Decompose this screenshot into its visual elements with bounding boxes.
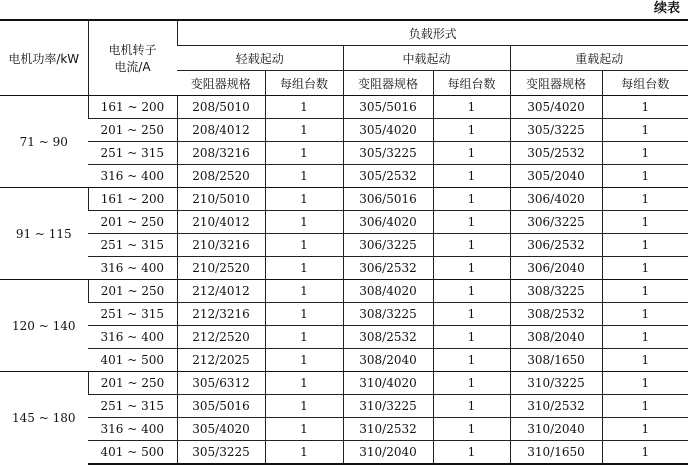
heavy-spec-cell: 305/2532: [510, 142, 602, 165]
current-cell: 201 ~ 250: [88, 280, 177, 303]
heavy-count-cell: 1: [602, 303, 688, 326]
light-spec-cell: 305/5016: [177, 395, 265, 418]
heavy-spec-cell: 305/4020: [510, 96, 602, 119]
heavy-count-cell: 1: [602, 280, 688, 303]
table-row: [0, 372, 688, 395]
medium-spec-cell: 306/3225: [343, 234, 433, 257]
table-row: [0, 395, 688, 418]
heavy-spec-cell: 306/4020: [510, 188, 602, 211]
current-cell: 201 ~ 250: [88, 211, 177, 234]
spec-header: 变阻器规格: [343, 71, 433, 96]
medium-count-cell: 1: [433, 349, 510, 372]
heavy-load-header: 重载起动: [510, 46, 688, 71]
load-form-header: 负载形式: [177, 20, 688, 46]
spec-header: 变阻器规格: [510, 71, 602, 96]
medium-spec-cell: 306/2532: [343, 257, 433, 280]
medium-spec-cell: 308/4020: [343, 280, 433, 303]
medium-count-cell: 1: [433, 418, 510, 441]
light-spec-cell: 208/5010: [177, 96, 265, 119]
medium-count-cell: 1: [433, 372, 510, 395]
medium-spec-cell: 305/2532: [343, 165, 433, 188]
heavy-count-cell: 1: [602, 188, 688, 211]
light-spec-cell: 210/4012: [177, 211, 265, 234]
medium-count-cell: 1: [433, 188, 510, 211]
table-row: [0, 165, 688, 188]
heavy-spec-cell: 305/2040: [510, 165, 602, 188]
light-load-header: 轻载起动: [177, 46, 343, 71]
current-cell: 251 ~ 315: [88, 303, 177, 326]
heavy-count-cell: 1: [602, 326, 688, 349]
table-row: [0, 418, 688, 441]
medium-count-cell: 1: [433, 211, 510, 234]
medium-count-cell: 1: [433, 96, 510, 119]
rotor-current-header: 电机转子 电流/A: [88, 20, 177, 96]
medium-spec-cell: 306/4020: [343, 211, 433, 234]
table-row: [0, 257, 688, 280]
light-spec-cell: 212/3216: [177, 303, 265, 326]
power-range-cell: 145 ~ 180: [0, 372, 88, 465]
current-cell: 251 ~ 315: [88, 234, 177, 257]
heavy-spec-cell: 310/1650: [510, 441, 602, 465]
current-cell: 401 ~ 500: [88, 349, 177, 372]
heavy-spec-cell: 308/1650: [510, 349, 602, 372]
table-row: [0, 234, 688, 257]
light-spec-cell: 210/5010: [177, 188, 265, 211]
heavy-spec-cell: 306/2532: [510, 234, 602, 257]
light-count-cell: 1: [265, 395, 343, 418]
medium-count-cell: 1: [433, 441, 510, 465]
medium-count-cell: 1: [433, 395, 510, 418]
table-row: [0, 280, 688, 303]
heavy-count-cell: 1: [602, 165, 688, 188]
table-row: [0, 441, 688, 465]
current-cell: 316 ~ 400: [88, 165, 177, 188]
current-cell: 316 ~ 400: [88, 418, 177, 441]
medium-spec-cell: 308/2532: [343, 326, 433, 349]
light-count-cell: 1: [265, 418, 343, 441]
light-spec-cell: 208/4012: [177, 119, 265, 142]
light-count-cell: 1: [265, 349, 343, 372]
heavy-count-cell: 1: [602, 441, 688, 465]
table-row: [0, 142, 688, 165]
power-range-cell: 71 ~ 90: [0, 96, 88, 188]
medium-spec-cell: 306/5016: [343, 188, 433, 211]
heavy-count-cell: 1: [602, 257, 688, 280]
table-row: [0, 188, 688, 211]
light-spec-cell: 210/3216: [177, 234, 265, 257]
count-header: 每组台数: [433, 71, 510, 96]
table-row: [0, 211, 688, 234]
light-spec-cell: 210/2520: [177, 257, 265, 280]
medium-spec-cell: 310/2040: [343, 441, 433, 465]
medium-spec-cell: 305/5016: [343, 96, 433, 119]
heavy-spec-cell: 306/2040: [510, 257, 602, 280]
medium-count-cell: 1: [433, 142, 510, 165]
medium-count-cell: 1: [433, 119, 510, 142]
light-spec-cell: 212/4012: [177, 280, 265, 303]
light-count-cell: 1: [265, 188, 343, 211]
heavy-spec-cell: 310/2040: [510, 418, 602, 441]
heavy-spec-cell: 310/3225: [510, 372, 602, 395]
medium-spec-cell: 310/4020: [343, 372, 433, 395]
current-cell: 251 ~ 315: [88, 142, 177, 165]
medium-spec-cell: 308/3225: [343, 303, 433, 326]
current-cell: 401 ~ 500: [88, 441, 177, 465]
heavy-count-cell: 1: [602, 119, 688, 142]
current-cell: 161 ~ 200: [88, 188, 177, 211]
medium-spec-cell: 305/4020: [343, 119, 433, 142]
continued-label: 续表: [653, 1, 680, 16]
heavy-count-cell: 1: [602, 211, 688, 234]
table-row: [0, 119, 688, 142]
medium-count-cell: 1: [433, 257, 510, 280]
table-row: [0, 349, 688, 372]
light-spec-cell: 305/3225: [177, 441, 265, 465]
heavy-spec-cell: 306/3225: [510, 211, 602, 234]
count-header: 每组台数: [265, 71, 343, 96]
count-header: 每组台数: [602, 71, 688, 96]
light-count-cell: 1: [265, 372, 343, 395]
light-count-cell: 1: [265, 96, 343, 119]
medium-count-cell: 1: [433, 234, 510, 257]
light-spec-cell: 208/2520: [177, 165, 265, 188]
light-spec-cell: 212/2520: [177, 326, 265, 349]
current-cell: 201 ~ 250: [88, 372, 177, 395]
light-count-cell: 1: [265, 326, 343, 349]
current-cell: 201 ~ 250: [88, 119, 177, 142]
light-count-cell: 1: [265, 303, 343, 326]
power-header: 电机功率/kW: [0, 20, 88, 96]
current-cell: 316 ~ 400: [88, 326, 177, 349]
heavy-spec-cell: 305/3225: [510, 119, 602, 142]
heavy-count-cell: 1: [602, 96, 688, 119]
heavy-count-cell: 1: [602, 418, 688, 441]
current-cell: 316 ~ 400: [88, 257, 177, 280]
heavy-count-cell: 1: [602, 372, 688, 395]
heavy-spec-cell: 308/3225: [510, 280, 602, 303]
medium-count-cell: 1: [433, 303, 510, 326]
table-row: [0, 96, 688, 119]
light-count-cell: 1: [265, 280, 343, 303]
light-count-cell: 1: [265, 257, 343, 280]
medium-spec-cell: 308/2040: [343, 349, 433, 372]
table-body: [0, 96, 688, 465]
medium-spec-cell: 310/3225: [343, 395, 433, 418]
power-range-cell: 120 ~ 140: [0, 280, 88, 372]
light-spec-cell: 305/6312: [177, 372, 265, 395]
medium-count-cell: 1: [433, 280, 510, 303]
heavy-spec-cell: 308/2040: [510, 326, 602, 349]
medium-count-cell: 1: [433, 326, 510, 349]
light-spec-cell: 305/4020: [177, 418, 265, 441]
light-spec-cell: 208/3216: [177, 142, 265, 165]
heavy-spec-cell: 310/2532: [510, 395, 602, 418]
medium-spec-cell: 305/3225: [343, 142, 433, 165]
spec-header: 变阻器规格: [177, 71, 265, 96]
heavy-count-cell: 1: [602, 349, 688, 372]
heavy-count-cell: 1: [602, 142, 688, 165]
medium-count-cell: 1: [433, 165, 510, 188]
light-count-cell: 1: [265, 142, 343, 165]
table-row: [0, 303, 688, 326]
light-spec-cell: 212/2025: [177, 349, 265, 372]
heavy-count-cell: 1: [602, 234, 688, 257]
light-count-cell: 1: [265, 165, 343, 188]
resistor-spec-table: [0, 19, 688, 465]
table-row: [0, 326, 688, 349]
heavy-spec-cell: 308/2532: [510, 303, 602, 326]
light-count-cell: 1: [265, 234, 343, 257]
current-cell: 251 ~ 315: [88, 395, 177, 418]
light-count-cell: 1: [265, 211, 343, 234]
light-count-cell: 1: [265, 119, 343, 142]
current-cell: 161 ~ 200: [88, 96, 177, 119]
power-range-cell: 91 ~ 115: [0, 188, 88, 280]
light-count-cell: 1: [265, 441, 343, 465]
medium-spec-cell: 310/2532: [343, 418, 433, 441]
heavy-count-cell: 1: [602, 395, 688, 418]
medium-load-header: 中载起动: [343, 46, 510, 71]
